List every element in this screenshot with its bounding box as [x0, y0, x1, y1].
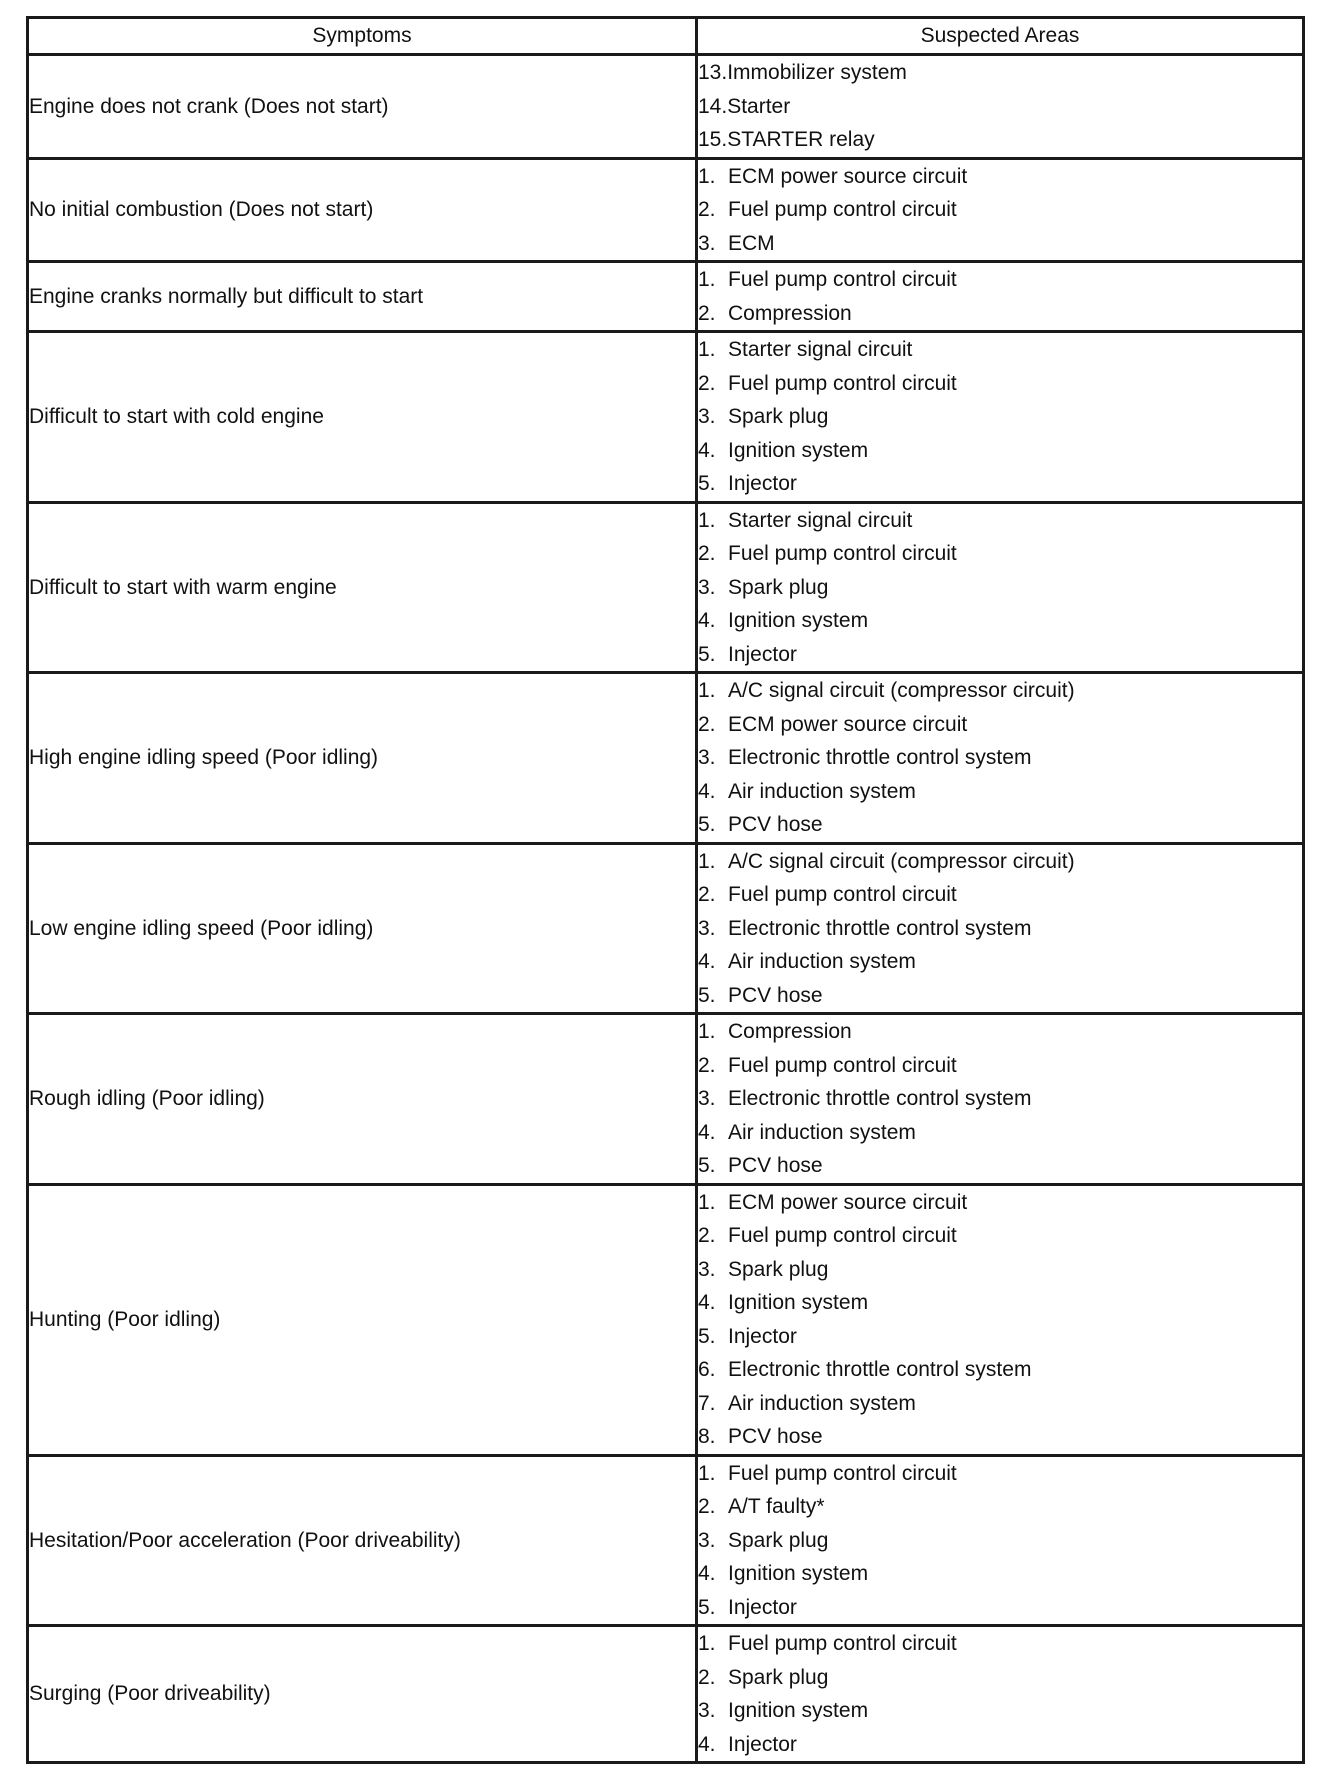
item-number: 5. [698, 1595, 716, 1619]
item-text: Ignition system [728, 1699, 869, 1722]
table-row [28, 158, 1304, 262]
item-number: 3. [698, 1087, 716, 1110]
item-number: 4. [698, 438, 716, 462]
suspected-area-item [698, 56, 1302, 90]
suspected-areas-column-header: Suspected Areas [697, 18, 1304, 55]
suspected-areas-cell [697, 55, 1304, 159]
symptom-cell: High engine idling speed (Poor idling) [28, 673, 697, 844]
item-text: Spark plug [728, 1528, 829, 1552]
item-text: Air induction system [728, 1391, 916, 1415]
table-header-row [28, 18, 1304, 55]
suspected-area-item [698, 808, 1302, 842]
suspected-area-item [698, 1524, 1302, 1558]
item-number: 5. [698, 1324, 716, 1348]
suspected-areas-cell [697, 502, 1304, 673]
table-row [28, 843, 1304, 1014]
item-text: Electronic throttle control system [728, 1087, 1032, 1110]
item-text: Ignition system [728, 438, 869, 462]
suspected-areas-cell [697, 1455, 1304, 1626]
item-text: Spark plug [728, 405, 829, 428]
item-text: Fuel pump control circuit [728, 1053, 957, 1077]
item-number: 2. [698, 883, 716, 906]
item-text: A/C signal circuit (compressor circuit) [728, 679, 1075, 702]
item-number: 3. [698, 1528, 716, 1552]
symptom-cell: Surging (Poor driveability) [28, 1626, 697, 1763]
suspected-area-item [698, 1320, 1302, 1354]
suspected-areas-cell [697, 158, 1304, 262]
item-number: 1. [698, 679, 716, 702]
item-number: 1. [698, 1632, 716, 1655]
symptom-cell: Difficult to start with cold engine [28, 332, 697, 503]
item-number: 5. [698, 813, 716, 836]
suspected-area-item [698, 1694, 1302, 1728]
item-number: 4. [698, 779, 716, 803]
item-text: Electronic throttle control system [728, 1358, 1032, 1381]
suspected-areas-cell [697, 262, 1304, 332]
item-text: Injector [728, 1595, 797, 1619]
suspected-area-item [698, 1420, 1302, 1454]
suspected-area-item [698, 1627, 1302, 1661]
table-row [28, 1455, 1304, 1626]
item-text: Injector [728, 1324, 797, 1348]
item-text: A/T faulty* [728, 1495, 825, 1518]
item-number: 4. [698, 950, 716, 973]
symptom-cell: Hesitation/Poor acceleration (Poor driveability) [28, 1455, 697, 1626]
item-number: 1. [698, 338, 716, 361]
item-number: 5. [698, 983, 716, 1007]
item-number: 7. [698, 1391, 716, 1415]
item-number: 2. [698, 1053, 716, 1077]
item-text: ECM [728, 231, 775, 255]
suspected-area-item [698, 674, 1302, 708]
item-number: 3. [698, 916, 716, 940]
item-text: PCV hose [728, 813, 823, 836]
table-row [28, 262, 1304, 332]
suspected-areas-cell [697, 1014, 1304, 1185]
suspected-area-item [698, 333, 1302, 367]
suspected-area-item [698, 1253, 1302, 1287]
item-number: 1. [698, 849, 716, 873]
suspected-area-item [698, 1387, 1302, 1421]
item-text: Electronic throttle control system [728, 916, 1032, 940]
suspected-area-item [698, 1116, 1302, 1150]
suspected-area-item [698, 1591, 1302, 1625]
item-text: Electronic throttle control system [728, 746, 1032, 769]
suspected-area-item [698, 1457, 1302, 1491]
item-text: Ignition system [728, 609, 869, 632]
item-number: 1. [698, 1461, 716, 1485]
item-number: 14. [698, 94, 728, 118]
suspected-area-item [698, 123, 1302, 157]
item-number: 2. [698, 712, 716, 736]
suspected-area-item [698, 1353, 1302, 1387]
item-text: Fuel pump control circuit [728, 198, 957, 221]
item-number: 4. [698, 1120, 716, 1144]
item-number: 2. [698, 198, 716, 221]
item-text: Air induction system [728, 1120, 916, 1144]
item-number: 3. [698, 575, 716, 599]
suspected-area-item [698, 945, 1302, 979]
suspected-area-item [698, 775, 1302, 809]
table-row [28, 332, 1304, 503]
symptom-cell: Rough idling (Poor idling) [28, 1014, 697, 1185]
item-number: 1. [698, 1020, 716, 1043]
item-number: 2. [698, 1495, 716, 1518]
item-number: 1. [698, 508, 716, 532]
suspected-area-item [698, 638, 1302, 672]
item-number: 2. [698, 542, 716, 565]
item-text: Ignition system [728, 1291, 869, 1314]
item-text: Air induction system [728, 779, 916, 803]
item-number: 15. [698, 128, 728, 151]
item-text: Injector [728, 642, 797, 666]
item-number: 13. [698, 61, 728, 84]
item-text: Compression [728, 1020, 852, 1043]
item-text: A/C signal circuit (compressor circuit) [728, 849, 1075, 873]
item-number: 3. [698, 231, 716, 255]
suspected-area-item [698, 1149, 1302, 1183]
suspected-area-item [698, 845, 1302, 879]
item-number: 4. [698, 1291, 716, 1314]
item-number: 1. [698, 164, 716, 188]
suspected-area-item [698, 537, 1302, 571]
item-number: 3. [698, 1257, 716, 1281]
suspected-areas-cell [697, 332, 1304, 503]
suspected-area-item [698, 400, 1302, 434]
item-number: 4. [698, 1562, 716, 1585]
item-number: 1. [698, 1190, 716, 1214]
item-number: 1. [698, 268, 716, 291]
suspected-area-item [698, 297, 1302, 331]
suspected-area-item [698, 504, 1302, 538]
item-text: PCV hose [728, 1154, 823, 1177]
document-page [26, 16, 1302, 1764]
suspected-area-item [698, 1728, 1302, 1762]
table-row [28, 1184, 1304, 1455]
suspected-area-item [698, 1286, 1302, 1320]
suspected-area-item [698, 1015, 1302, 1049]
table-row [28, 1626, 1304, 1763]
item-text: Fuel pump control circuit [728, 1461, 957, 1485]
suspected-area-item [698, 434, 1302, 468]
table-row [28, 1014, 1304, 1185]
item-text: STARTER relay [727, 128, 875, 151]
symptom-cell: No initial combustion (Does not start) [28, 158, 697, 262]
table-body [28, 55, 1304, 1763]
symptom-cell: Low engine idling speed (Poor idling) [28, 843, 697, 1014]
item-text: Starter signal circuit [728, 508, 913, 532]
item-number: 3. [698, 1699, 716, 1722]
item-text: Starter [727, 94, 791, 118]
item-text: Fuel pump control circuit [728, 268, 957, 291]
table-row [28, 502, 1304, 673]
symptom-cell: Engine cranks normally but difficult to start [28, 262, 697, 332]
suspected-area-item [698, 1661, 1302, 1695]
suspected-area-item [698, 1219, 1302, 1253]
item-number: 2. [698, 1224, 716, 1247]
item-text: Compression [728, 301, 852, 325]
suspected-areas-cell [697, 1184, 1304, 1455]
suspected-areas-cell [697, 843, 1304, 1014]
suspected-area-item [698, 193, 1302, 227]
suspected-area-item [698, 912, 1302, 946]
symptoms-column-header: Symptoms [28, 18, 697, 55]
suspected-area-item [698, 160, 1302, 194]
item-number: 3. [698, 405, 716, 428]
item-text: Starter signal circuit [728, 338, 913, 361]
item-text: PCV hose [728, 983, 823, 1007]
item-text: Ignition system [728, 1562, 869, 1585]
symptom-cell: Difficult to start with warm engine [28, 502, 697, 673]
table-row [28, 673, 1304, 844]
item-text: ECM power source circuit [728, 1190, 968, 1214]
item-text: Injector [728, 1732, 797, 1756]
symptom-cell: Hunting (Poor idling) [28, 1184, 697, 1455]
item-number: 6. [698, 1358, 716, 1381]
item-number: 2. [698, 1665, 716, 1689]
item-text: Fuel pump control circuit [728, 542, 957, 565]
suspected-area-item [698, 878, 1302, 912]
suspected-area-item [698, 1049, 1302, 1083]
item-text: Fuel pump control circuit [728, 371, 957, 395]
item-number: 5. [698, 1154, 716, 1177]
symptom-table [26, 16, 1305, 1764]
item-text: ECM power source circuit [728, 712, 968, 736]
item-text: Immobilizer system [727, 61, 907, 84]
item-number: 4. [698, 1732, 716, 1756]
symptom-cell: Engine does not crank (Does not start) [28, 55, 697, 159]
item-number: 2. [698, 371, 716, 395]
item-text: PCV hose [728, 1425, 823, 1448]
item-number: 3. [698, 746, 716, 769]
item-text: Fuel pump control circuit [728, 1224, 957, 1247]
item-text: Spark plug [728, 1257, 829, 1281]
suspected-area-item [698, 1557, 1302, 1591]
item-text: ECM power source circuit [728, 164, 968, 188]
item-number: 8. [698, 1425, 716, 1448]
suspected-area-item [698, 1186, 1302, 1220]
item-number: 2. [698, 301, 716, 325]
item-text: Air induction system [728, 950, 916, 973]
item-text: Fuel pump control circuit [728, 883, 957, 906]
suspected-areas-cell [697, 1626, 1304, 1763]
suspected-area-item [698, 571, 1302, 605]
item-text: Spark plug [728, 1665, 829, 1689]
suspected-area-item [698, 1082, 1302, 1116]
item-number: 4. [698, 609, 716, 632]
item-text: Fuel pump control circuit [728, 1632, 957, 1655]
item-text: Spark plug [728, 575, 829, 599]
suspected-area-item [698, 90, 1302, 124]
item-text: Injector [728, 472, 797, 495]
suspected-area-item [698, 604, 1302, 638]
suspected-areas-cell [697, 673, 1304, 844]
suspected-area-item [698, 367, 1302, 401]
suspected-area-item [698, 708, 1302, 742]
suspected-area-item [698, 741, 1302, 775]
suspected-area-item [698, 1490, 1302, 1524]
suspected-area-item [698, 227, 1302, 261]
suspected-area-item [698, 467, 1302, 501]
table-row [28, 55, 1304, 159]
item-number: 5. [698, 642, 716, 666]
suspected-area-item [698, 979, 1302, 1013]
item-number: 5. [698, 472, 716, 495]
suspected-area-item [698, 263, 1302, 297]
